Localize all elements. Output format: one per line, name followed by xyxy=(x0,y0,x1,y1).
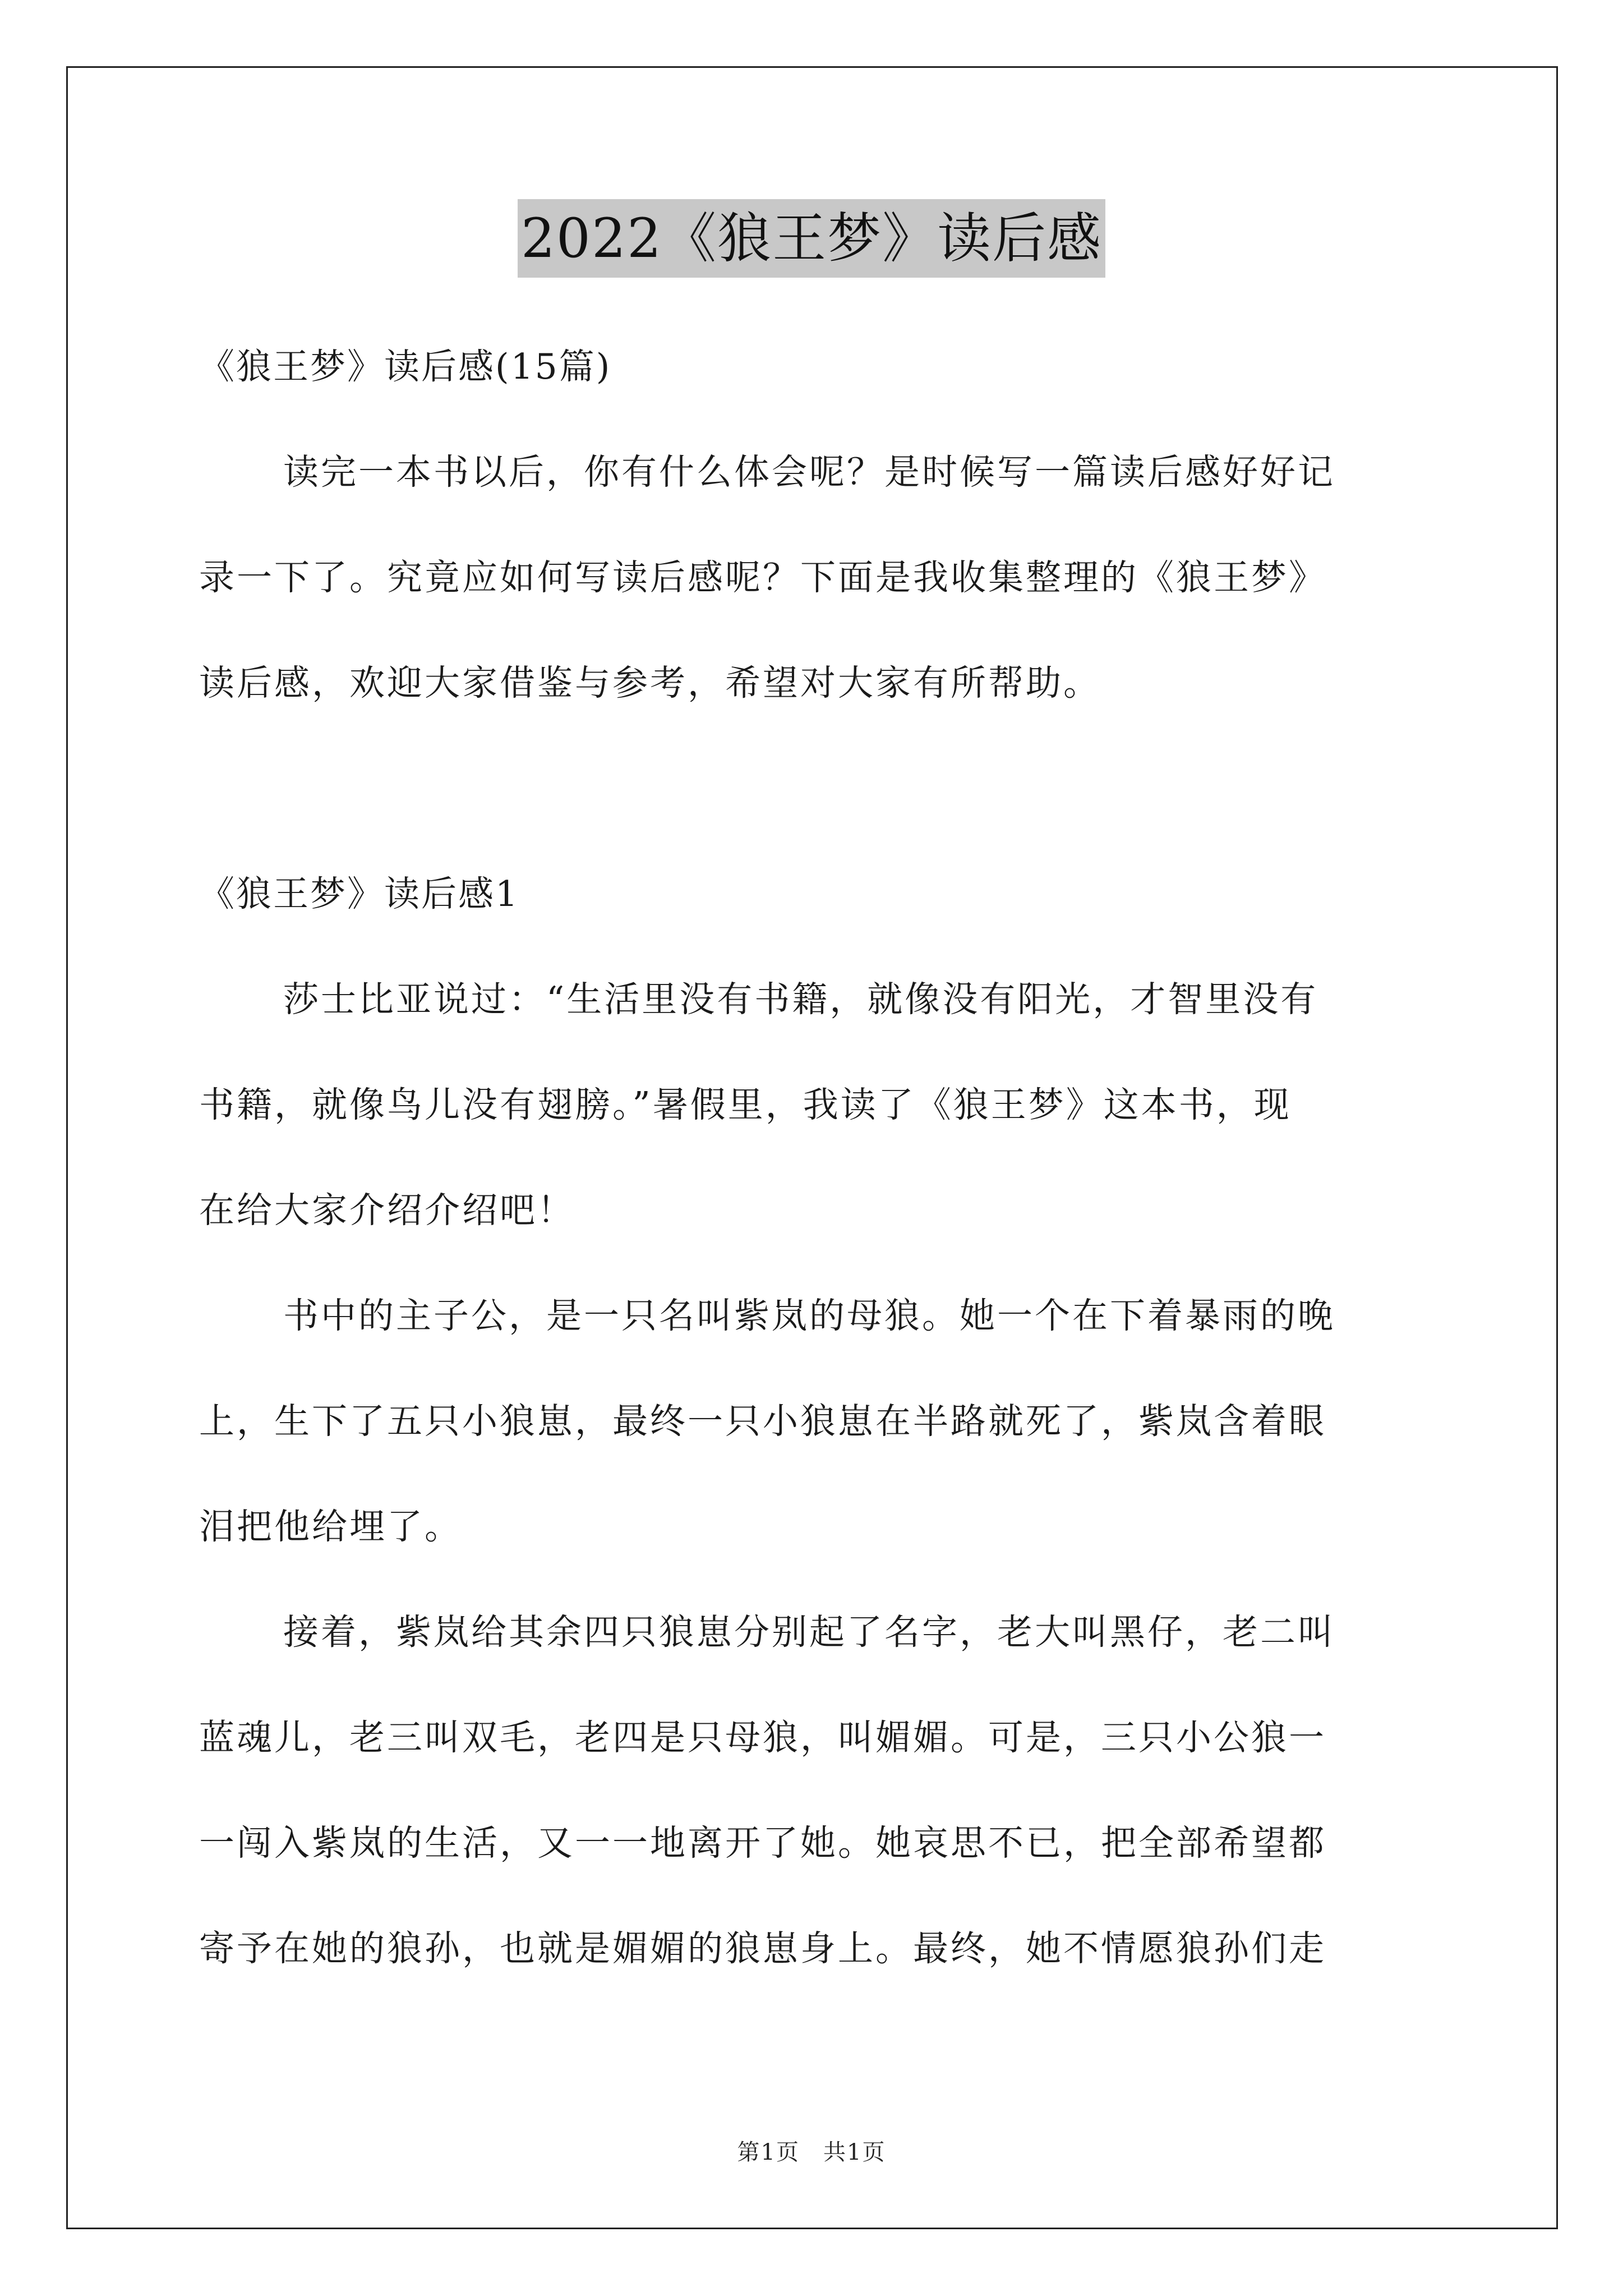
document-title: 2022《狼王梦》读后感 xyxy=(518,199,1105,278)
paragraph-line: 读后感，欢迎大家借鉴与参考，希望对大家有所帮助。 xyxy=(199,662,1101,703)
paragraph-line: 录一下了。究竟应如何写读后感呢？下面是我收集整理的《狼王梦》 xyxy=(199,557,1326,598)
body-paragraph xyxy=(199,1263,1427,1580)
body-paragraph xyxy=(199,1580,1427,2001)
document-body xyxy=(199,314,1427,2001)
document-subtitle: 《狼王梦》读后感(15篇) xyxy=(199,346,612,387)
paragraph-line: 接着，紫岚给其余四只狼崽分别起了名字，老大叫黑仔，老二叫 xyxy=(283,1612,1335,1653)
blank-line xyxy=(199,736,1427,841)
section-heading: 《狼王梦》读后感1 xyxy=(199,873,520,914)
paragraph-line: 书中的主子公，是一只名叫紫岚的母狼。她一个在下着暴雨的晚 xyxy=(283,1295,1335,1336)
paragraph-line: 书籍，就像鸟儿没有翅膀。”暑假里，我读了《狼王梦》这本书，现 xyxy=(199,1084,1292,1125)
paragraph-line: 上，生下了五只小狼崽，最终一只小狼崽在半路就死了，紫岚含着眼 xyxy=(199,1401,1326,1442)
paragraph-line: 寄予在她的狼孙，也就是媚媚的狼崽身上。最终，她不情愿狼孙们走 xyxy=(199,1928,1326,1969)
paragraph-line: 读完一本书以后，你有什么体会呢？是时候写一篇读后感好好记 xyxy=(283,452,1335,493)
paragraph-line: 一闯入紫岚的生活，又一一地离开了她。她哀思不已，把全部希望都 xyxy=(199,1823,1326,1864)
intro-paragraph xyxy=(199,420,1427,736)
paragraph-line: 在给大家介绍介绍吧！ xyxy=(199,1190,575,1231)
title-container xyxy=(0,199,1623,278)
body-paragraph xyxy=(199,947,1427,1263)
paragraph-line: 泪把他给埋了。 xyxy=(199,1506,462,1547)
page-footer: 第1页 共1页 xyxy=(737,2139,886,2165)
paragraph-line: 蓝魂儿，老三叫双毛，老四是只母狼，叫媚媚。可是，三只小公狼一 xyxy=(199,1717,1326,1758)
paragraph-line: 莎士比亚说过：“生活里没有书籍，就像没有阳光，才智里没有 xyxy=(283,979,1318,1020)
